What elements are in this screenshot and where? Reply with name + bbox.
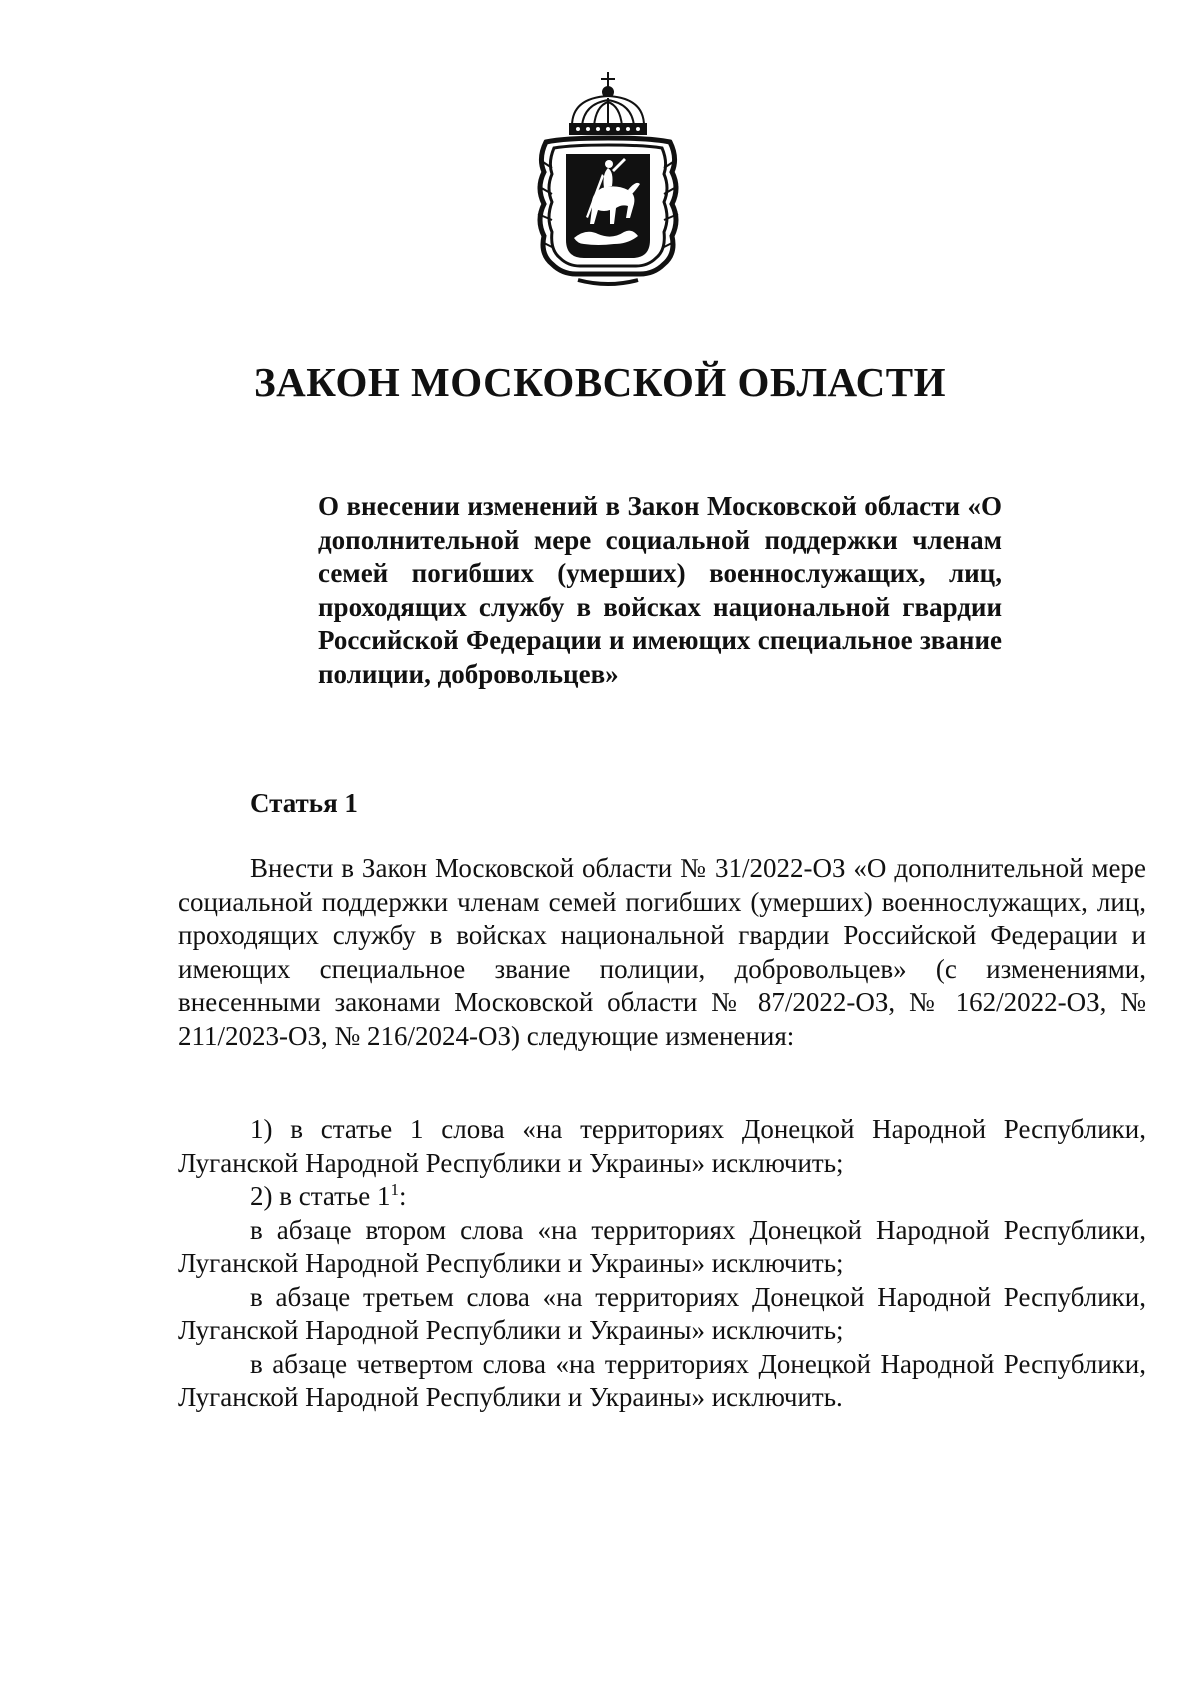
intro-text: Внести в Закон Московской области № 31/2022-ОЗ «О дополнительной мере социальной поддержки членам семей погибших (умерших) военнослужащих, лиц, проходящих службу в войсках национальной гвардии Российской Федерации и имеющих специальное звание полиции, добровольцев» (с изменениями, внесенными законами Московской области № 87/2022-ОЗ, № 162/2022-ОЗ, № 211/2023-ОЗ, № 216/2024-ОЗ) следующие изменения: — [178, 853, 1146, 1051]
item2-suffix: : — [398, 1181, 407, 1211]
coat-of-arms-icon — [532, 68, 684, 290]
list-item: в абзаце третьем слова «на территориях Донецкой Народной Республики, Луганской Народной Республики и Украины» исключить; — [178, 1281, 1146, 1345]
article-heading: Статья 1 — [250, 788, 358, 818]
law-subject-heading: О внесении изменений в Закон Московской области «О дополнительной мере социальной поддержки членам семей погибших (умерших) военнослужащих, лиц, проходящих службу в войсках национальной гвардии Российской Федерации и имеющих специальное звание полиции, добровольцев» — [318, 491, 1002, 689]
article-intro-paragraph — [178, 852, 1146, 1053]
item2-superscript: 1 — [390, 1180, 399, 1199]
item2-prefix: 2) в статье 1 — [250, 1181, 391, 1211]
list-item — [178, 1180, 1146, 1214]
list-item: 1) в статье 1 слова «на территориях Донецкой Народной Республики, Луганской Народной Республики и Украины» исключить; — [178, 1114, 1146, 1178]
list-item: в абзаце четвертом слова «на территориях Донецкой Народной Республики, Луганской Народной Республики и Украины» исключить. — [178, 1348, 1146, 1412]
article-items — [178, 1113, 1146, 1415]
list-item: в абзаце втором слова «на территориях Донецкой Народной Республики, Луганской Народной Республики и Украины» исключить; — [178, 1214, 1146, 1278]
document-title: ЗАКОН МОСКОВСКОЙ ОБЛАСТИ — [254, 359, 946, 405]
